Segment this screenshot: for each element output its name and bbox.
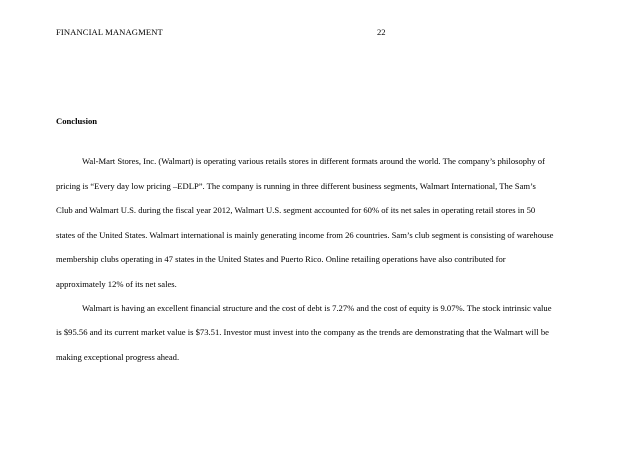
paragraph-line: states of the United States. Walmart international is mainly generating income from 26 countries. Sam’s club segment is consisting of warehouse: [56, 230, 554, 240]
paragraph-line: making exceptional progress ahead.: [56, 352, 180, 362]
running-head: FINANCIAL MANAGMENT: [56, 27, 163, 37]
paragraph-line: is $95.56 and its current market value is $73.51. Investor must invest into the company as the trends are demonstrating that the Walmart will be: [56, 327, 549, 337]
section-heading: Conclusion: [56, 116, 98, 126]
page-number: 22: [377, 27, 386, 37]
paragraph-line: Club and Walmart U.S. during the fiscal year 2012, Walmart U.S. segment accounted for 60% of its net sales in operating retail stores in 50: [56, 205, 536, 215]
paragraph-line: Wal-Mart Stores, Inc. (Walmart) is operating various retails stores in different formats around the world. The company’s philosophy of: [82, 156, 545, 166]
paragraph-line: membership clubs operating in 47 states in the United States and Puerto Rico. Online retailing operations have also contributed for: [56, 254, 506, 264]
paragraph-line: Walmart is having an excellent financial structure and the cost of debt is 7.27% and the cost of equity is 9.07%. The stock intrinsic value: [82, 303, 552, 313]
paragraph-line: pricing is “Every day low pricing –EDLP”. The company is running in three different business segments, Walmart International, The Sam’s: [56, 181, 536, 191]
paragraph-line: approximately 12% of its net sales.: [56, 279, 177, 289]
